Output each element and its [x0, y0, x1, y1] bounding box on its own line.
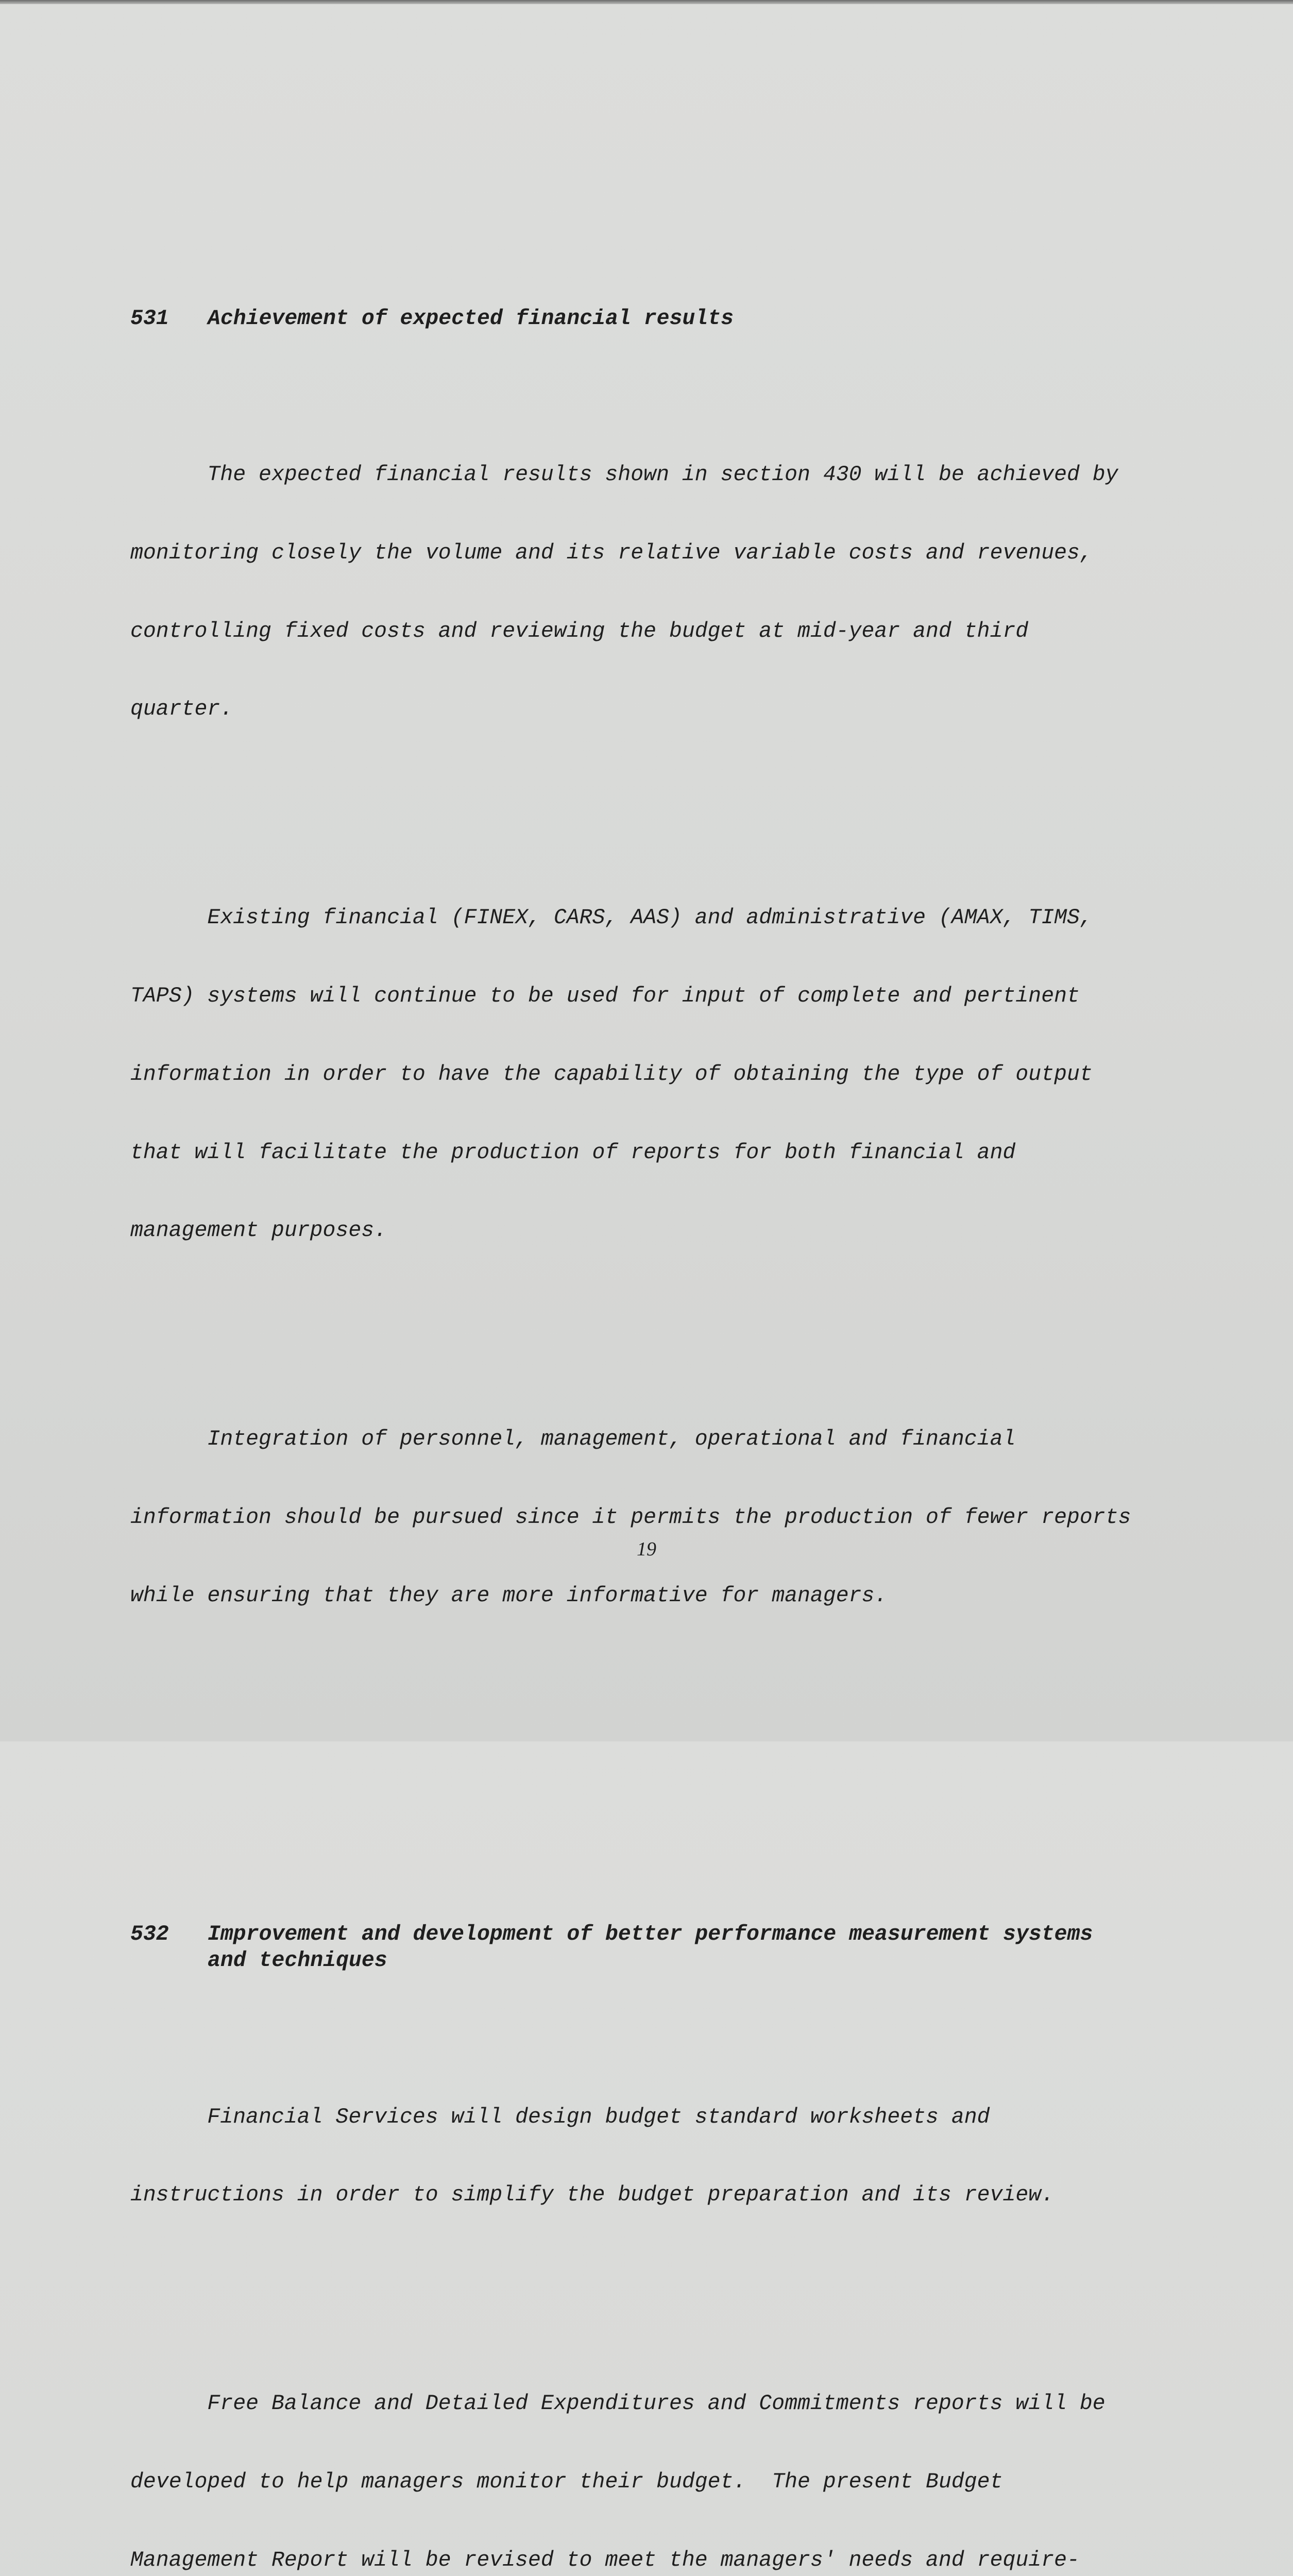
text-line: Financial Services will design budget standard worksheets and [130, 2105, 990, 2129]
text-line: Management Report will be revised to meet the managers' needs and require- [130, 2548, 1080, 2572]
text-line: controlling fixed costs and reviewing the budget at mid-year and third [130, 619, 1029, 643]
paragraph [130, 410, 1161, 775]
text-line: developed to help managers monitor their budget. The present Budget [130, 2469, 1003, 2494]
text-line: that will facilitate the production of reports for both financial and [130, 1140, 1016, 1165]
text-line: management purposes. [130, 1218, 387, 1243]
paragraph [130, 853, 1161, 1296]
text-line: Existing financial (FINEX, CARS, AAS) and administrative (AMAX, TIMS, [130, 906, 1093, 930]
section-title-line: Achievement of expected financial results [208, 306, 734, 331]
text-line: TAPS) systems will continue to be used for input of complete and pertinent [130, 984, 1080, 1008]
page-number: 19 [637, 1538, 656, 1560]
text-line: Free Balance and Detailed Expenditures and Commitments reports will be [130, 2392, 1105, 2416]
section-title [208, 306, 734, 332]
section-heading [130, 306, 1161, 332]
text-line: information should be pursued since it permits the production of fewer reports [130, 1505, 1131, 1530]
section-531 [130, 253, 1161, 1739]
document-body [130, 149, 1161, 2576]
section-heading [130, 1922, 1161, 1974]
section-number: 532 [130, 1922, 169, 1947]
text-line: The expected financial results shown in section 430 will be achieved by [130, 463, 1118, 487]
paragraph [130, 2052, 1161, 2261]
text-line: instructions in order to simplify the budget preparation and its review. [130, 2183, 1054, 2208]
section-532 [130, 1870, 1161, 2576]
paragraph [130, 2339, 1161, 2576]
section-title-line: Improvement and development of better performance measurement systems [208, 1922, 1093, 1947]
text-line: monitoring closely the volume and its relative variable costs and revenues, [130, 540, 1093, 565]
section-number: 531 [130, 306, 169, 331]
scan-top-edge [0, 0, 1293, 4]
text-line: Integration of personnel, management, operational and financial [130, 1427, 1016, 1452]
text-line: quarter. [130, 697, 233, 722]
text-line: while ensuring that they are more informative for managers. [130, 1583, 888, 1608]
section-title [208, 1922, 1093, 1974]
text-line: information in order to have the capability of obtaining the type of output [130, 1062, 1093, 1087]
paragraph [130, 1375, 1161, 1662]
section-title-line: and techniques [208, 1948, 387, 1973]
